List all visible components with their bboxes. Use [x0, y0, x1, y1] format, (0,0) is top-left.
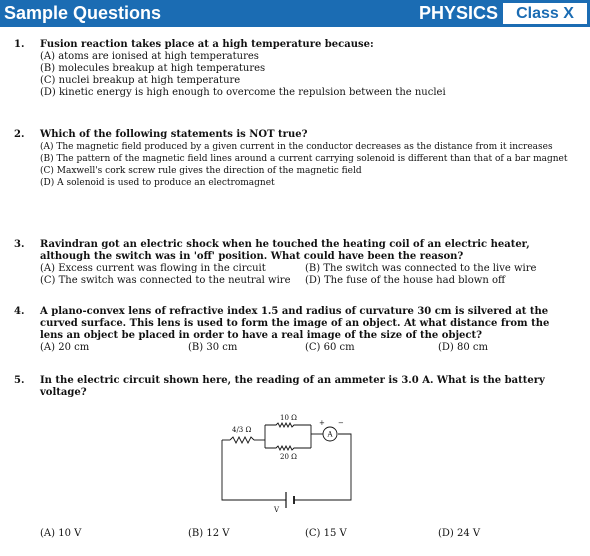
resistor-10-ohm [265, 423, 311, 427]
r3-label: 20 Ω [280, 453, 297, 461]
question-1 [14, 39, 572, 99]
header-bar [0, 0, 590, 27]
option-b: (B) 12 V [188, 528, 230, 539]
option-b: (B) The pattern of the magnetic field lines around a current carrying solenoid is different than that of a bar magnet [40, 154, 568, 164]
ammeter-minus: − [338, 419, 344, 427]
resistor-20-ohm [265, 446, 311, 450]
question-5-options [14, 528, 572, 540]
question-number: 5. [14, 375, 25, 386]
option-a: (A) atoms are ionised at high temperatures [40, 51, 259, 62]
question-stem: In the electric circuit shown here, the reading of an ammeter is 3.0 A. What is the battery voltage? [40, 375, 545, 398]
r2-label: 10 Ω [280, 414, 297, 422]
subject-label: PHYSICS [418, 3, 498, 23]
option-d: (D) 80 cm [438, 342, 488, 353]
option-b: (B) molecules breakup at high temperatures [40, 63, 266, 74]
question-number: 3. [14, 239, 25, 250]
option-d: (D) kinetic energy is high enough to overcome the repulsion between the nuclei [40, 87, 446, 98]
battery-label: V [274, 506, 280, 514]
question-number: 1. [14, 39, 25, 50]
question-stem: Which of the following statements is NOT true? [40, 129, 308, 140]
right-wire [294, 434, 351, 500]
options-row-1 [40, 263, 572, 275]
options-row-2 [40, 275, 572, 287]
question-stem: Ravindran got an electric shock when he touched the heating coil of an electric heater, although the switch was in 'off' position. What could have been the reason? [40, 239, 530, 262]
option-d: (D) 24 V [438, 528, 481, 539]
option-a: (A) Excess current was flowing in the circuit [40, 263, 266, 274]
question-number: 2. [14, 129, 25, 140]
options-row [40, 342, 572, 354]
options-row [40, 528, 572, 540]
question-number: 4. [14, 306, 25, 317]
option-d: (D) A solenoid is used to produce an electromagnet [40, 178, 275, 188]
option-c: (C) 15 V [305, 528, 347, 539]
circuit-diagram [218, 410, 358, 515]
resistor-4-3-ohm [230, 437, 254, 443]
option-a: (A) 10 V [40, 528, 82, 539]
option-a: (A) 20 cm [40, 342, 90, 353]
option-c: (C) Maxwell's cork screw rule gives the direction of the magnetic field [40, 166, 362, 176]
option-b: (B) 30 cm [188, 342, 238, 353]
class-badge: Class X [503, 3, 587, 24]
page-title: Sample Questions [4, 3, 162, 23]
question-2 [14, 129, 572, 189]
ammeter-plus: + [319, 419, 325, 427]
option-a: (A) The magnetic field produced by a given current in the conductor decreases as the distance from it increases [40, 142, 553, 152]
question-5 [14, 375, 572, 399]
ammeter-symbol: A [327, 430, 333, 439]
left-wire [222, 440, 286, 500]
option-c: (C) 60 cm [305, 342, 355, 353]
question-stem: A plano-convex lens of refractive index 1.5 and radius of curvature 30 cm is silvered at the curved surface. This lens is used to form the image of an object. At what distance from the lens an object be placed in order to have a real image of the size of the object? [40, 306, 550, 341]
option-c: (C) nuclei breakup at high temperature [40, 75, 241, 86]
question-4 [14, 306, 572, 354]
option-b: (B) The switch was connected to the live wire [305, 263, 537, 274]
option-c: (C) The switch was connected to the neutral wire [40, 275, 291, 286]
question-stem: Fusion reaction takes place at a high temperature because: [40, 39, 374, 50]
option-d: (D) The fuse of the house had blown off [305, 275, 506, 286]
question-3 [14, 239, 572, 287]
r1-label: 4/3 Ω [232, 426, 252, 434]
